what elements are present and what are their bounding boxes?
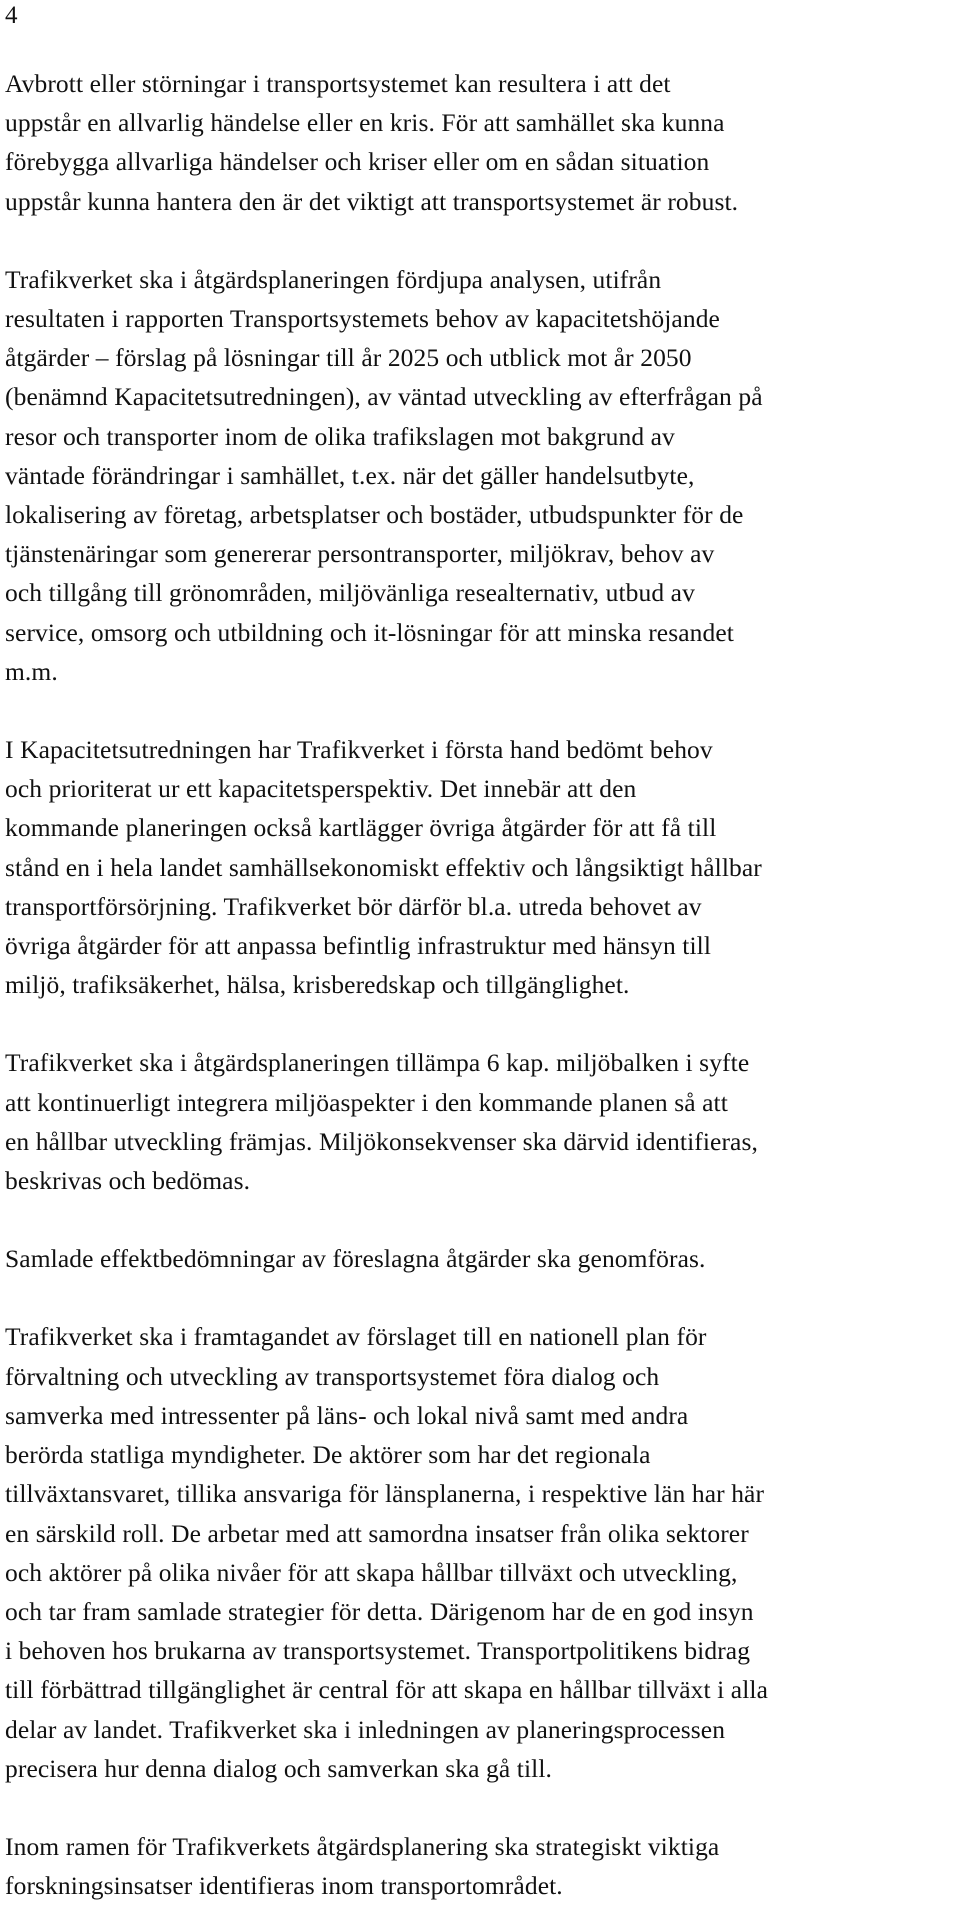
paragraph-dialogue: Trafikverket ska i framtagandet av förslaget till en nationell plan för förvaltning och utveckling av transportsystemet föra dialog och samverka med intressenter på läns- och lokal nivå samt med andra berörda statliga myndigheter. De aktörer som har det regionala tillväxtansvaret, tillika ansvariga för länsplanerna, i respektive län har här en särskild roll. De arbetar med att samordna insatser från olika sektorer och aktörer på olika nivåer för att skapa hållbar tillväxt och utveckling, och tar fram samlade strategier för detta. Därigenom har de en god insyn i behoven hos brukarna av transportsystemet. Transportpolitikens bidrag till förbättrad tillgänglighet är central för att skapa en hållbar tillväxt i alla delar av landet. Trafikverket ska i inledningen av planeringsprocessen precisera hur denna dialog och samverkan ska gå till. bbox=[5, 1322, 769, 1783]
page-number: 4 bbox=[5, 2, 18, 29]
paragraph-robustness: Avbrott eller störningar i transportsystemet kan resultera i att det uppstår en allvarlig händelse eller en kris. För att samhället ska kunna förebygga allvarliga händelser och kriser eller om en sådan situation uppstår kunna hantera den är det viktigt att transportsystemet är robust. bbox=[5, 69, 739, 216]
paragraph-capacity-study: I Kapacitetsutredningen har Trafikverket i första hand bedömt behov och prioriterat ur ett kapacitetsperspektiv. Det innebär att den kommande planeringen också kartlägger övriga åtgärder för att få till stånd en i hela landet samhällsekonomiskt effektiv och långsiktigt hållbar transportförsörjning. Trafikverket bör därför bl.a. utreda behovet av övriga åtgärder för att anpassa befintlig infrastruktur med hänsyn till miljö, trafiksäkerhet, hälsa, krisberedskap och tillgänglighet. bbox=[5, 735, 762, 1000]
paragraph-analysis: Trafikverket ska i åtgärdsplaneringen fördjupa analysen, utifrån resultaten i rapporten Transportsystemets behov av kapacitetshöjande åtgärder – förslag på lösningar till år 2025 och utblick mot år 2050 (benämnd Kapacitetsutredningen), av väntad utveckling av efterfrågan på resor och transporter inom de olika trafikslagen mot bakgrund av väntade förändringar i samhället, t.ex. när det gäller handelsutbyte, lokalisering av företag, arbetsplatser och bostäder, utbudspunkter för de tjänstenäringar som genererar persontransporter, miljökrav, behov av och tillgång till grönområden, miljövänliga resealternativ, utbud av service, omsorg och utbildning och it-lösningar för att minska resandet m.m. bbox=[5, 264, 763, 686]
paragraph-impact-assessment: Samlade effektbedömningar av föreslagna åtgärder ska genomföras. bbox=[5, 1244, 706, 1274]
paragraph-research: Inom ramen för Trafikverkets åtgärdsplanering ska strategiskt viktiga forskningsinsatser identifieras inom transportområdet. bbox=[5, 1831, 720, 1901]
body-text bbox=[5, 64, 950, 1905]
paragraph-environmental-code: Trafikverket ska i åtgärdsplaneringen tillämpa 6 kap. miljöbalken i syfte att kontinuerligt integrera miljöaspekter i den kommande planen så att en hållbar utveckling främjas. Miljökonsekvenser ska därvid identifieras, beskrivas och bedömas. bbox=[5, 1048, 758, 1196]
